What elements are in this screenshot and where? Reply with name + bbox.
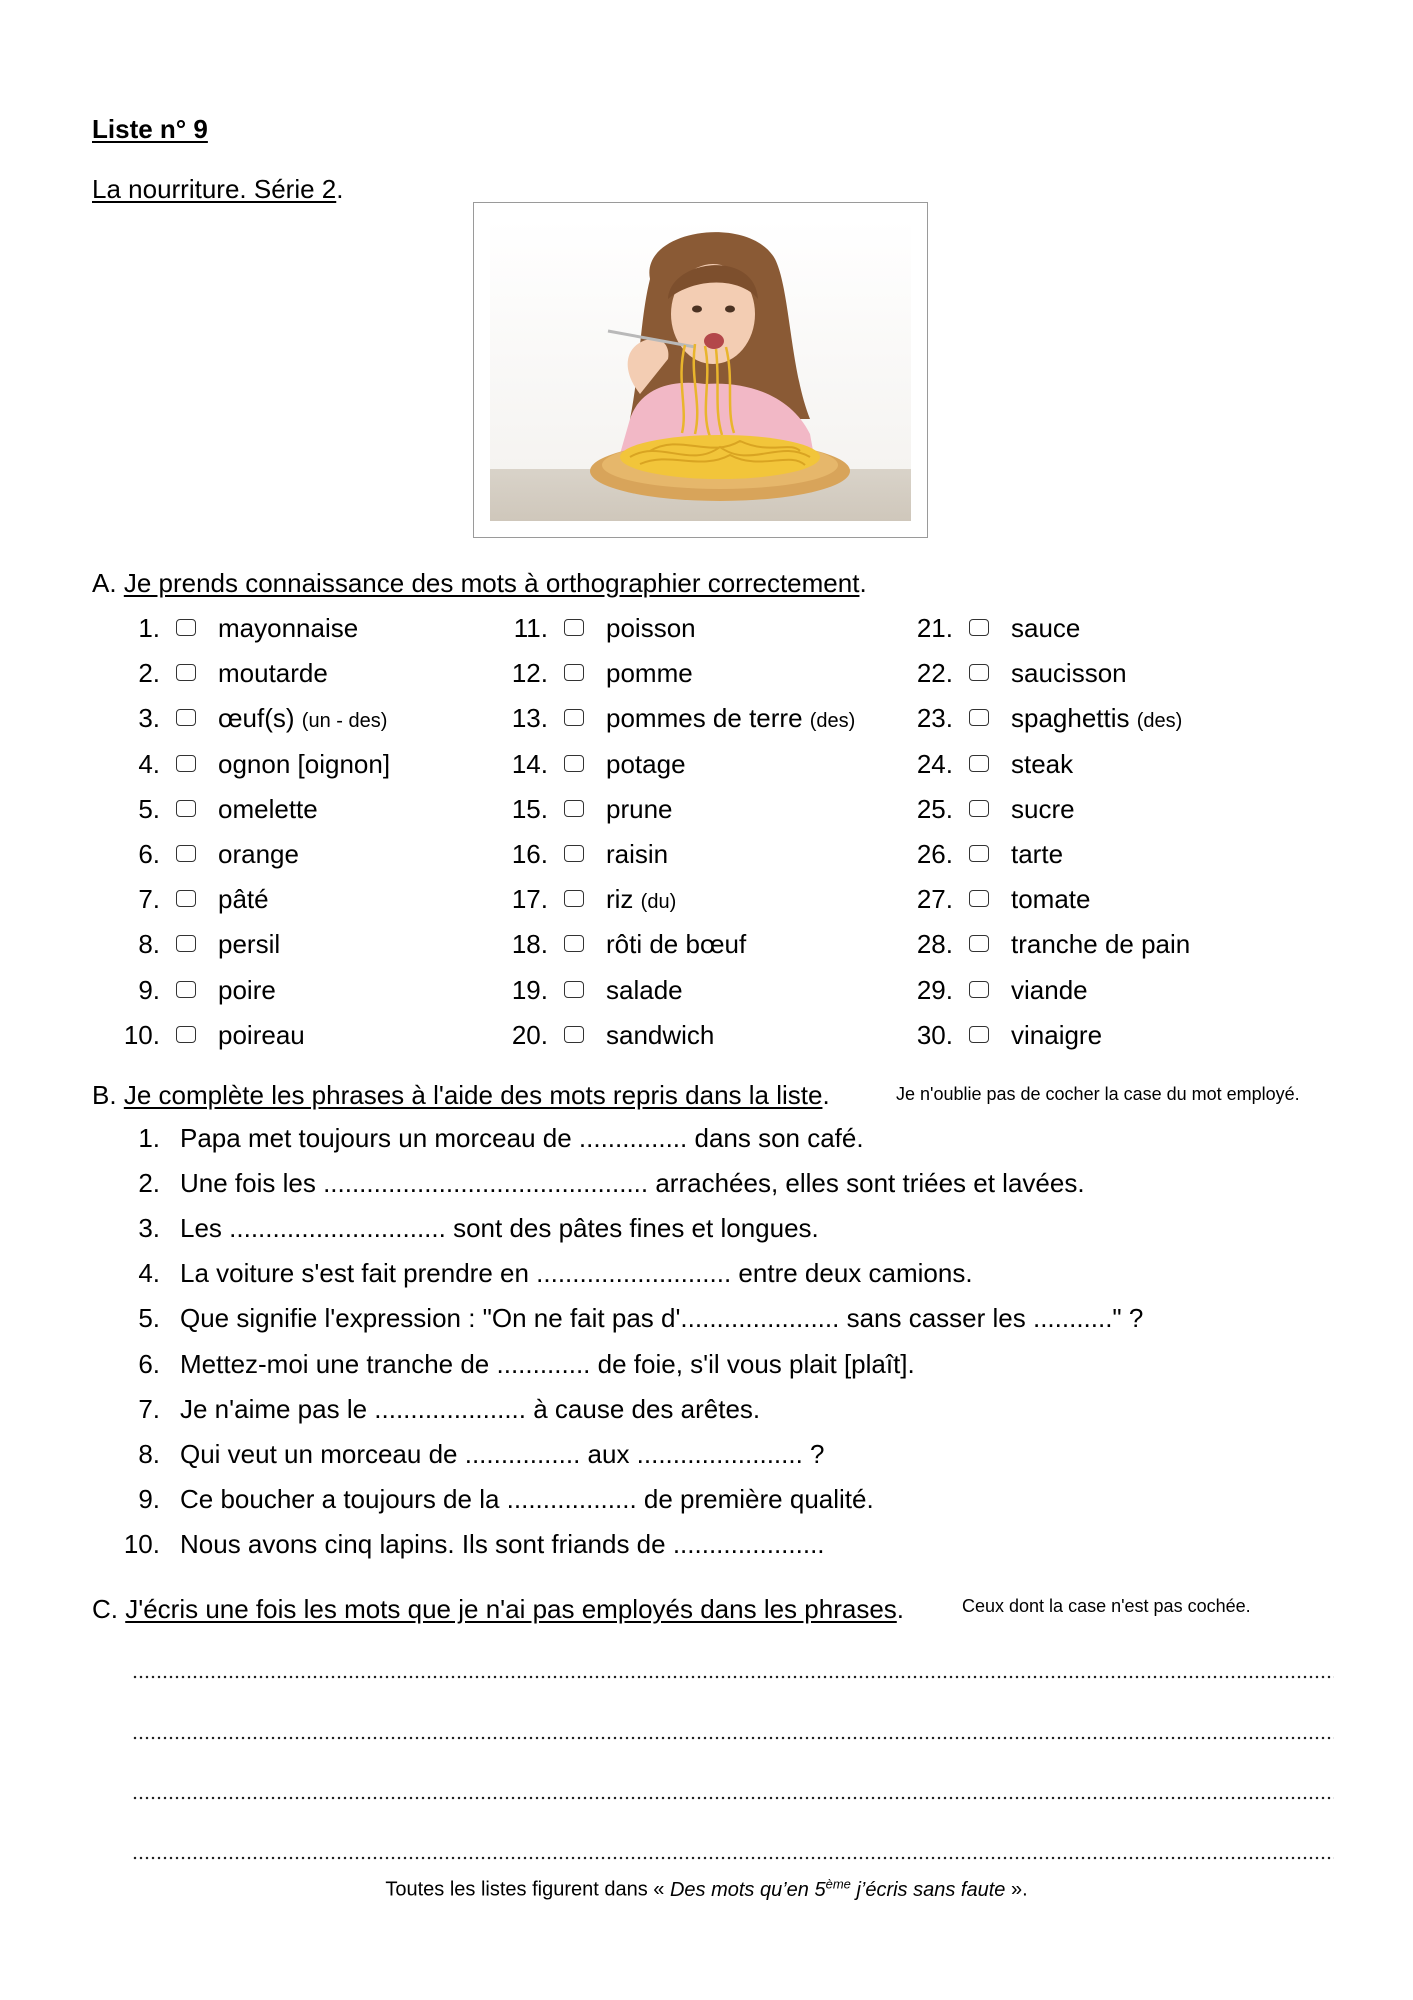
- word-number: 13.: [511, 703, 548, 733]
- word-label: [606, 789, 673, 829]
- word-number: 16.: [511, 839, 548, 869]
- word-number: 7.: [138, 884, 160, 914]
- word-text: sandwich: [606, 1020, 715, 1050]
- word-text: œuf(s): [218, 703, 295, 733]
- checkbox-icon[interactable]: [969, 890, 989, 907]
- section-a-instruction: Je prends connaissance des mots à orthographier correctement: [123, 568, 860, 598]
- word-number: 18.: [511, 929, 548, 959]
- checkbox-icon[interactable]: [564, 1026, 584, 1043]
- word-number: 6.: [138, 839, 160, 869]
- page-title: Liste n° 9: [92, 114, 208, 144]
- word-note: (du): [640, 891, 677, 913]
- word-text: raisin: [606, 839, 669, 869]
- word-number: 3.: [138, 703, 160, 733]
- word-label: [218, 970, 276, 1010]
- word-label: [218, 789, 318, 829]
- word-label: [606, 970, 683, 1010]
- word-label: [606, 744, 686, 784]
- checkbox-icon[interactable]: [969, 709, 989, 726]
- word-label: [1011, 744, 1073, 784]
- footer-prefix: Toutes les listes figurent dans «: [385, 1878, 670, 1901]
- word-number: 21.: [916, 613, 953, 643]
- section-b-heading: [92, 1080, 830, 1111]
- word-label: [1011, 879, 1091, 919]
- word-text: rôti de bœuf: [606, 929, 747, 959]
- word-number: 11.: [513, 613, 548, 643]
- footer-book-sup: ème: [825, 1876, 851, 1891]
- word-text: persil: [218, 929, 281, 959]
- word-text: saucisson: [1011, 658, 1127, 688]
- word-text: steak: [1011, 749, 1074, 779]
- word-label: [218, 924, 280, 964]
- word-label: [1011, 924, 1190, 964]
- section-a-period: .: [859, 568, 867, 598]
- sentence-text: Nous avons cinq lapins. Ils sont friands de .....................: [180, 1529, 825, 1559]
- word-label: [218, 879, 269, 919]
- word-number: 27.: [916, 884, 953, 914]
- word-label: [606, 698, 855, 741]
- word-number: 28.: [916, 929, 953, 959]
- word-label: [218, 653, 328, 693]
- word-label: [218, 698, 387, 741]
- checkbox-icon[interactable]: [564, 664, 584, 681]
- word-number: 14.: [511, 749, 548, 779]
- word-text: pommes de terre: [606, 703, 803, 733]
- word-number: 9.: [138, 975, 160, 1005]
- checkbox-icon[interactable]: [969, 845, 989, 862]
- word-text: poire: [218, 975, 276, 1005]
- checkbox-icon[interactable]: [176, 755, 196, 772]
- checkbox-icon[interactable]: [176, 800, 196, 817]
- section-a-letter: A.: [92, 568, 117, 598]
- word-text: sauce: [1011, 613, 1081, 643]
- word-text: pâté: [218, 884, 269, 914]
- word-label: [1011, 789, 1075, 829]
- footer-book-part1: Des mots qu’en 5: [669, 1878, 826, 1901]
- word-text: moutarde: [218, 658, 328, 688]
- sentence-number: 7.: [138, 1394, 160, 1424]
- word-number: 10.: [123, 1020, 160, 1050]
- section-b-letter: B.: [92, 1080, 117, 1110]
- word-number: 15.: [511, 794, 548, 824]
- girl-eating-spaghetti-photo: [473, 202, 928, 538]
- checkbox-icon[interactable]: [176, 709, 196, 726]
- section-a-heading: [92, 568, 867, 599]
- checkbox-icon[interactable]: [564, 709, 584, 726]
- word-number: 25.: [916, 794, 953, 824]
- section-b-note: Je n'oublie pas de cocher la case du mot employé.: [896, 1084, 1300, 1104]
- checkbox-icon[interactable]: [564, 619, 584, 636]
- writing-line[interactable]: [132, 1675, 1334, 1679]
- word-text: mayonnaise: [218, 613, 359, 643]
- word-label: [606, 879, 676, 922]
- word-number: 19.: [511, 975, 548, 1005]
- sentence-text: Que signifie l'expression : "On ne fait pas d'...................... sans casser les ..........." ?: [180, 1303, 1144, 1333]
- checkbox-icon[interactable]: [176, 935, 196, 952]
- photo-illustration: [490, 219, 911, 521]
- word-label: [606, 608, 696, 648]
- word-label: [1011, 698, 1182, 741]
- sentence-text: Les .............................. sont des pâtes fines et longues.: [180, 1213, 819, 1243]
- word-number: 2.: [138, 658, 160, 688]
- checkbox-icon[interactable]: [969, 800, 989, 817]
- word-label: [218, 1015, 305, 1055]
- word-note: (des): [809, 710, 856, 732]
- sentence-number: 5.: [138, 1303, 160, 1333]
- word-text: salade: [606, 975, 683, 1005]
- word-number: 23.: [916, 703, 953, 733]
- word-number: 22.: [916, 658, 953, 688]
- footer-suffix: ».: [1005, 1878, 1028, 1901]
- word-number: 1.: [138, 613, 160, 643]
- word-text: sucre: [1011, 794, 1075, 824]
- word-number: 24.: [916, 749, 953, 779]
- sentence-text: Papa met toujours un morceau de ............... dans son café.: [180, 1123, 864, 1153]
- section-b-instruction: Je complète les phrases à l'aide des mots repris dans la liste: [123, 1080, 823, 1110]
- writing-line[interactable]: [132, 1796, 1334, 1800]
- checkbox-icon[interactable]: [176, 619, 196, 636]
- word-label: [1011, 608, 1080, 648]
- word-label: [606, 924, 746, 964]
- word-text: poireau: [218, 1020, 305, 1050]
- word-label: [218, 744, 390, 784]
- word-text: ognon [oignon]: [218, 749, 391, 779]
- word-text: tomate: [1011, 884, 1091, 914]
- section-c-heading: [92, 1594, 904, 1625]
- sentence-text: Mettez-moi une tranche de ............. de foie, s'il vous plait [plaît].: [180, 1349, 915, 1379]
- word-note: (des): [1136, 710, 1183, 732]
- word-text: pomme: [606, 658, 693, 688]
- word-label: [218, 608, 358, 648]
- sentence-number: 8.: [138, 1439, 160, 1469]
- word-label: [1011, 970, 1088, 1010]
- checkbox-icon[interactable]: [969, 981, 989, 998]
- word-number: 29.: [916, 975, 953, 1005]
- checkbox-icon[interactable]: [176, 981, 196, 998]
- sentence-number: 10.: [123, 1529, 160, 1559]
- checkbox-icon[interactable]: [969, 755, 989, 772]
- word-text: poisson: [606, 613, 696, 643]
- page-subtitle: [92, 174, 343, 205]
- checkbox-icon[interactable]: [564, 935, 584, 952]
- checkbox-icon[interactable]: [564, 800, 584, 817]
- section-c-period: .: [896, 1594, 905, 1624]
- checkbox-icon[interactable]: [969, 619, 989, 636]
- word-label: [218, 834, 299, 874]
- word-label: [1011, 834, 1063, 874]
- word-label: [606, 653, 693, 693]
- writing-line[interactable]: [132, 1856, 1334, 1860]
- checkbox-icon[interactable]: [564, 845, 584, 862]
- word-number: 20.: [511, 1020, 548, 1050]
- checkbox-icon[interactable]: [969, 935, 989, 952]
- word-text: riz: [606, 884, 634, 914]
- word-number: 30.: [916, 1020, 953, 1050]
- word-label: [606, 1015, 714, 1055]
- word-text: potage: [606, 749, 686, 779]
- subtitle-text: La nourriture. Série 2: [92, 174, 337, 204]
- word-number: 26.: [916, 839, 953, 869]
- checkbox-icon[interactable]: [564, 755, 584, 772]
- word-number: 5.: [138, 794, 160, 824]
- word-label: [606, 834, 668, 874]
- checkbox-icon[interactable]: [969, 1026, 989, 1043]
- word-text: vinaigre: [1011, 1020, 1103, 1050]
- sentence-number: 9.: [138, 1484, 160, 1514]
- sentence-text: Ce boucher a toujours de la .................. de première qualité.: [180, 1484, 874, 1514]
- sentence-text: Une fois les ............................................. arrachées, elles sont triées et lavées.: [180, 1168, 1085, 1198]
- sentence-text: Je n'aime pas le ..................... à cause des arêtes.: [180, 1394, 761, 1424]
- sentence-text: La voiture s'est fait prendre en ........................... entre deux camions.: [180, 1258, 973, 1288]
- word-text: viande: [1011, 975, 1088, 1005]
- word-note: (un - des): [301, 710, 388, 732]
- word-text: spaghettis: [1011, 703, 1130, 733]
- checkbox-icon[interactable]: [176, 664, 196, 681]
- word-number: 8.: [138, 929, 160, 959]
- word-text: orange: [218, 839, 299, 869]
- subtitle-period: .: [336, 174, 344, 204]
- word-text: prune: [606, 794, 673, 824]
- checkbox-icon[interactable]: [176, 845, 196, 862]
- section-c-letter: C.: [92, 1594, 118, 1624]
- writing-line[interactable]: [132, 1736, 1334, 1740]
- footer-book-part2: j’écris sans faute: [850, 1878, 1006, 1901]
- word-number: 4.: [138, 749, 160, 779]
- section-c-instruction: J'écris une fois les mots que je n'ai pas employés dans les phrases: [125, 1594, 897, 1624]
- word-label: [1011, 653, 1127, 693]
- sentence-text: Qui veut un morceau de ................ aux ....................... ?: [180, 1439, 825, 1469]
- checkbox-icon[interactable]: [176, 890, 196, 907]
- sentence-number: 1.: [138, 1123, 160, 1153]
- word-label: [1011, 1015, 1102, 1055]
- word-number: 12.: [511, 658, 548, 688]
- word-text: omelette: [218, 794, 318, 824]
- checkbox-icon[interactable]: [969, 664, 989, 681]
- sentence-number: 2.: [138, 1168, 160, 1198]
- checkbox-icon[interactable]: [176, 1026, 196, 1043]
- section-b-period: .: [822, 1080, 830, 1110]
- section-c-note: Ceux dont la case n'est pas cochée.: [962, 1596, 1251, 1616]
- footer-book-title: [669, 1876, 1006, 1901]
- word-text: tarte: [1011, 839, 1064, 869]
- footer-note: [0, 1876, 1413, 1902]
- sentence-number: 6.: [138, 1349, 160, 1379]
- word-text: tranche de pain: [1011, 929, 1191, 959]
- checkbox-icon[interactable]: [564, 981, 584, 998]
- checkbox-icon[interactable]: [564, 890, 584, 907]
- sentence-number: 4.: [138, 1258, 160, 1288]
- sentence-number: 3.: [138, 1213, 160, 1243]
- word-number: 17.: [511, 884, 548, 914]
